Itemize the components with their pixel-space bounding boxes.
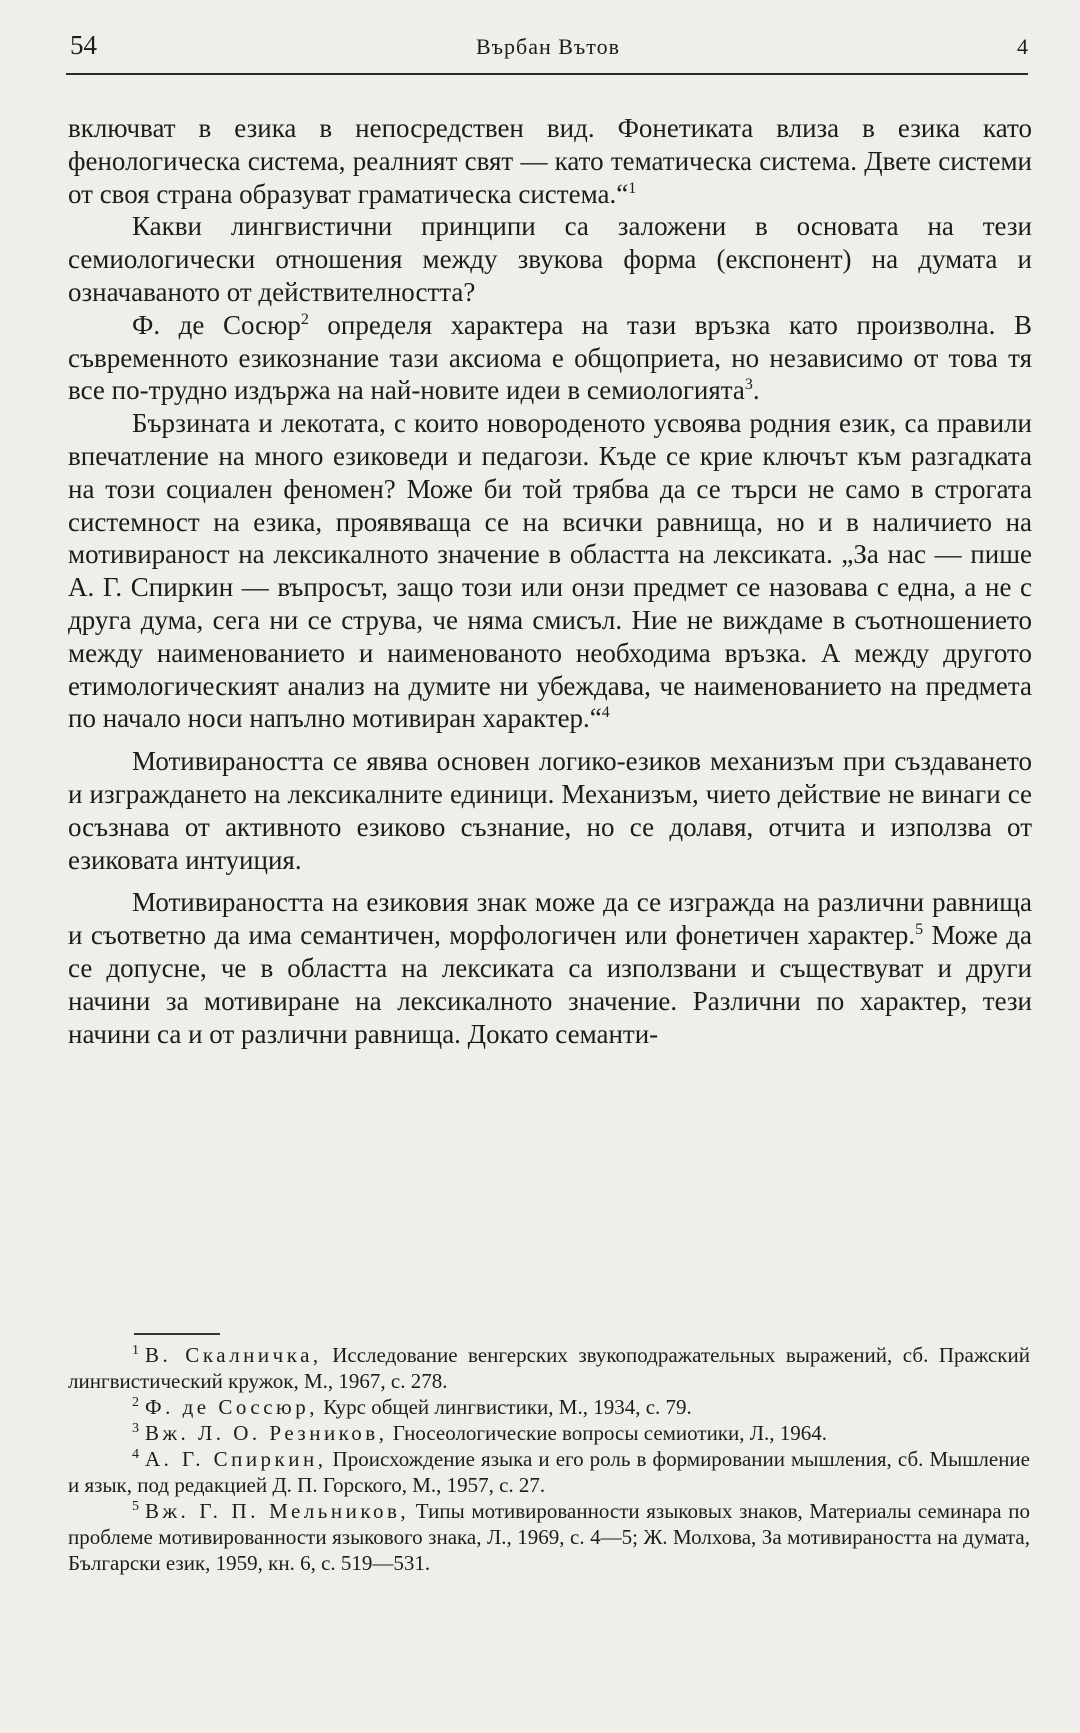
footnote-ref-5: 5 xyxy=(915,921,924,939)
footnote-ref-3: 3 xyxy=(744,376,753,394)
paragraph-6: Мотивираността на езиковия знак може да се изгражда на различни равнища и съответно да има семантичен, морфологичен или фонетичен характер.$^5$ Може да се допусне, че в областта на лексиката са използвани и съществуват и други начини за мотивиране на лексикалното значение. Различни по характер, тези начини са и от различни равнища. Докато семанти- xyxy=(68,887,1032,1049)
paragraph-2: Какви лингвистични принципи са заложени в основата на тези семиологически отношения между звукова форма (експонент) на думата и означаваното от действителността? xyxy=(68,211,1032,307)
footnote-ref-1: 1 xyxy=(628,179,637,197)
footnote-ref-4: 4 xyxy=(601,704,610,722)
paragraph-5: Мотивираността се явява основен логико-езиков механизъм при създаването и изграждането на лексикалните единици. Механизъм, чието действие не винаги се осъзнава от активното езиково съзнание, но се долавя, отчита и използва от езиковата интуиция. xyxy=(68,746,1032,875)
footnote-4: $^4$ А. Г. Спиркин, Происхождение языка и его роль в формировании мышления, сб. Мышление и язык, под редакцией Д. П. Горского, М., 1957, с. 27. xyxy=(68,1447,1030,1497)
footnote-2: $^2$ Ф. де Соссюр, Курс общей лингвистики, М., 1934, с. 79. xyxy=(132,1395,692,1419)
main-text xyxy=(68,112,1032,1050)
paragraph-3: Ф. де Сосюр$^2$ определя характера на тази връзка като произволна. В съвременното езикознание тази аксиома е общоприета, но независимо от това тя все по-трудно издържа на най-новите идеи в семиологията$^3$. xyxy=(68,309,1033,406)
footnote-3: $^3$ Вж. Л. О. Резников, Гносеологические вопросы семиотики, Л., 1964. xyxy=(132,1421,827,1445)
header-rule xyxy=(66,73,1028,75)
paragraph-4: Бързината и лекотата, с които новороденото усвоява родния език, са правили впечатление на много езиковеди и педагози. Къде се крие ключът към разгадката на този социален феномен? Може би той трябва да се търси не само в строгата системност на езика, проявяваща се на всички равнища, но и в наличието на мотивираност на лексикалното значение в областта на лексиката. „За нас — пише А. Г. Спиркин — въпросът, защо този или онзи предмет се назовава с една, а не с друга дума, сега ни се струва, че няма смисъл. Ние не виждаме в съотношението между наименованието и наименованото необходима връзка. А между другото етимологическият анализ на думите ни убеждава, че наименованието на предмета по начало носи напълно мотивиран характер.“$^4$ xyxy=(68,408,1032,734)
running-head xyxy=(68,28,1028,68)
footnote-5: $^5$ Вж. Г. П. Мельников, Типы мотивированности языковых знаков, Материалы семинара по проблеме мотивированности языкового знака, Л., 1969, с. 4—5; Ж. Молхова, За мотивираността на думата, Български език, 1959, кн. 6, с. 519—531. xyxy=(68,1499,1030,1575)
signature-mark: 4 xyxy=(1017,34,1028,59)
paragraph-1: включват в езика в непосредствен вид. Фонетиката влиза в езика като фенологическа система, реалният свят — като тематическа система. Двете системи от своя страна образуват граматическа система.“$^1$ xyxy=(68,113,1032,209)
page-number: 54 xyxy=(70,30,97,60)
running-head-author: Върбан Вътов xyxy=(475,34,621,59)
footnote-1: $^1$ В. Скалничка, Исследование венгерских звукоподражательных выражений, сб. Пражский лингвистический кружок, М., 1967, с. 278. xyxy=(68,1343,1030,1393)
footnote-ref-2: 2 xyxy=(300,310,309,328)
footnotes xyxy=(68,1342,1030,1576)
footnote-rule xyxy=(134,1333,220,1335)
